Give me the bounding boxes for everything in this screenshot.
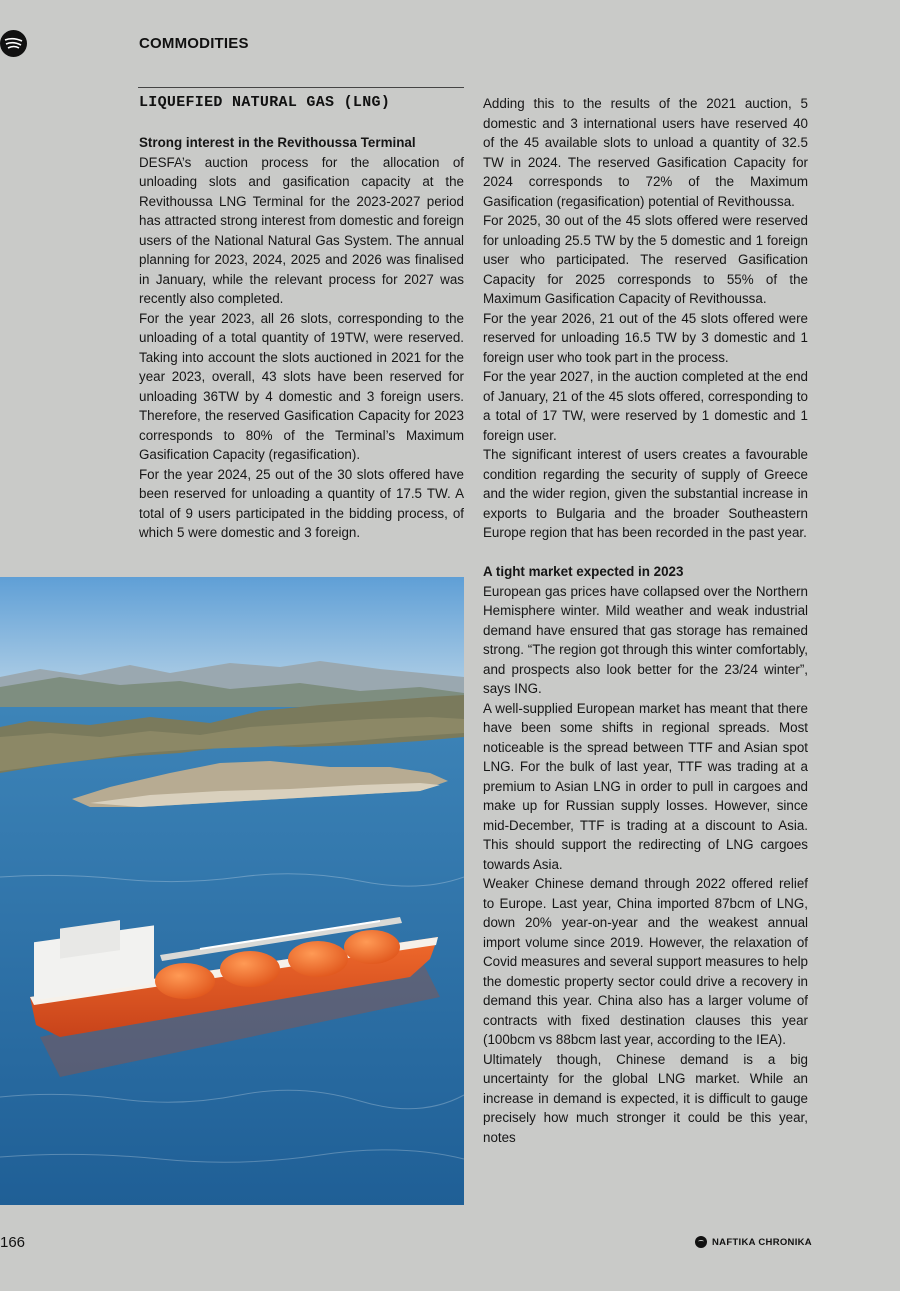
paragraph: The significant interest of users creates a favourable condition regarding the security of supply of Greece and the wider region, given the substantial increase in exports to Bulgaria and the broader Southeastern Europe region that has been recorded in the past year. bbox=[483, 447, 808, 540]
paragraph: A well-supplied European market has meant that there have been some shifts in regional spreads. Most noticeable is the spread between TTF and Asian spot LNG. For the bulk of last year, TTF was trading at a premium to Asian LNG in order to pull in cargoes and make up for Russian supply losses. However, since mid-December, TTF is trading at a discount to Asia. This should support the redirecting of LNG cargoes towards Asia. bbox=[483, 700, 808, 872]
brand-name: NAFTIKA CHRONIKA bbox=[712, 1236, 812, 1248]
brand-logo-icon bbox=[695, 1236, 707, 1248]
left-column bbox=[139, 133, 464, 543]
subheading-tight-market: A tight market expected in 2023 bbox=[483, 564, 684, 579]
publication-brand bbox=[695, 1236, 812, 1248]
article-title: LIQUEFIED NATURAL GAS (LNG) bbox=[139, 94, 391, 111]
subheading-revithoussa: Strong interest in the Revithoussa Terminal bbox=[139, 135, 416, 150]
paragraph: Adding this to the results of the 2021 auction, 5 domestic and 3 international users have reserved 40 of the 45 available slots to unload a quantity of 32.5 TW in 2024. The reserved Gasification Capacity for 2024 corresponds to 72% of the Maximum Gasification (regasification) potential of Revithoussa. bbox=[483, 96, 808, 209]
paragraph: Ultimately though, Chinese demand is a big uncertainty for the global LNG market. While an increase in demand is expected, it is difficult to gauge precisely how much stronger it could be this year, notes bbox=[483, 1051, 808, 1145]
right-column bbox=[483, 94, 808, 1147]
publication-logo-icon bbox=[0, 30, 27, 57]
lng-tanker-photo bbox=[0, 577, 464, 1205]
page-number: 166 bbox=[0, 1234, 26, 1251]
paragraph: DESFA’s auction process for the allocation of unloading slots and gasification capacity at the Revithoussa LNG Terminal for the 2023-2027 period has attracted strong interest from domestic and foreign users of the National Natural Gas System. The annual planning for 2023, 2024, 2025 and 2026 was finalised in January, while the relevant process for 2027 was recently also completed. bbox=[139, 154, 464, 306]
section-label: COMMODITIES bbox=[139, 35, 249, 52]
title-divider bbox=[138, 87, 464, 88]
paragraph: For the year 2027, in the auction completed at the end of January, 21 of the 45 slots offered, corresponding to a total of 17 TW, were reserved by 1 domestic and 1 foreign user. bbox=[483, 369, 808, 443]
paragraph: For the year 2023, all 26 slots, corresponding to the unloading of a total quantity of 19TW, were reserved. Taking into account the slots auctioned in 2021 for the year 2023, overall, 43 slots have been reserved for unloading 36TW by 4 domestic and 3 foreign users. Therefore, the reserved Gasification Capacity for 2023 corresponds to 80% of the Terminal’s Maximum Gasification Capacity (regasification). bbox=[139, 310, 464, 462]
spacer bbox=[483, 543, 808, 563]
paragraph: Weaker Chinese demand through 2022 offered relief to Europe. Last year, China imported 87bcm of LNG, down 20% year-on-year and the weakest annual import volume since 2019. However, the relaxation of Covid measures and several support measures to help the domestic property sector could drive a recovery in demand this year. China also has a larger volume of contracts with fixed destination clauses this year (100bcm vs 88bcm last year, according to the IEA). bbox=[483, 876, 808, 1047]
paragraph: For 2025, 30 out of the 45 slots offered were reserved for unloading 25.5 TW by the 5 domestic and 1 foreign user who participated. The reserved Gasification Capacity for 2025 corresponds to 55% of the Maximum Gasification Capacity of Revithoussa. bbox=[483, 213, 808, 306]
paragraph: For the year 2024, 25 out of the 30 slots offered have been reserved for unloading a quantity of 17.5 TW. A total of 9 users participated in the bidding process, of which 5 were domestic and 3 foreign. bbox=[139, 466, 464, 540]
paragraph: For the year 2026, 21 out of the 45 slots offered were reserved for unloading 16.5 TW by 3 domestic and 1 foreign user who took part in the process. bbox=[483, 310, 808, 365]
paragraph: European gas prices have collapsed over the Northern Hemisphere winter. Mild weather and weak industrial demand have ensured that gas storage has remained strong. “The region got through this winter comfortably, and prospects also look better for the 23/24 winter”, says ING. bbox=[483, 583, 808, 696]
